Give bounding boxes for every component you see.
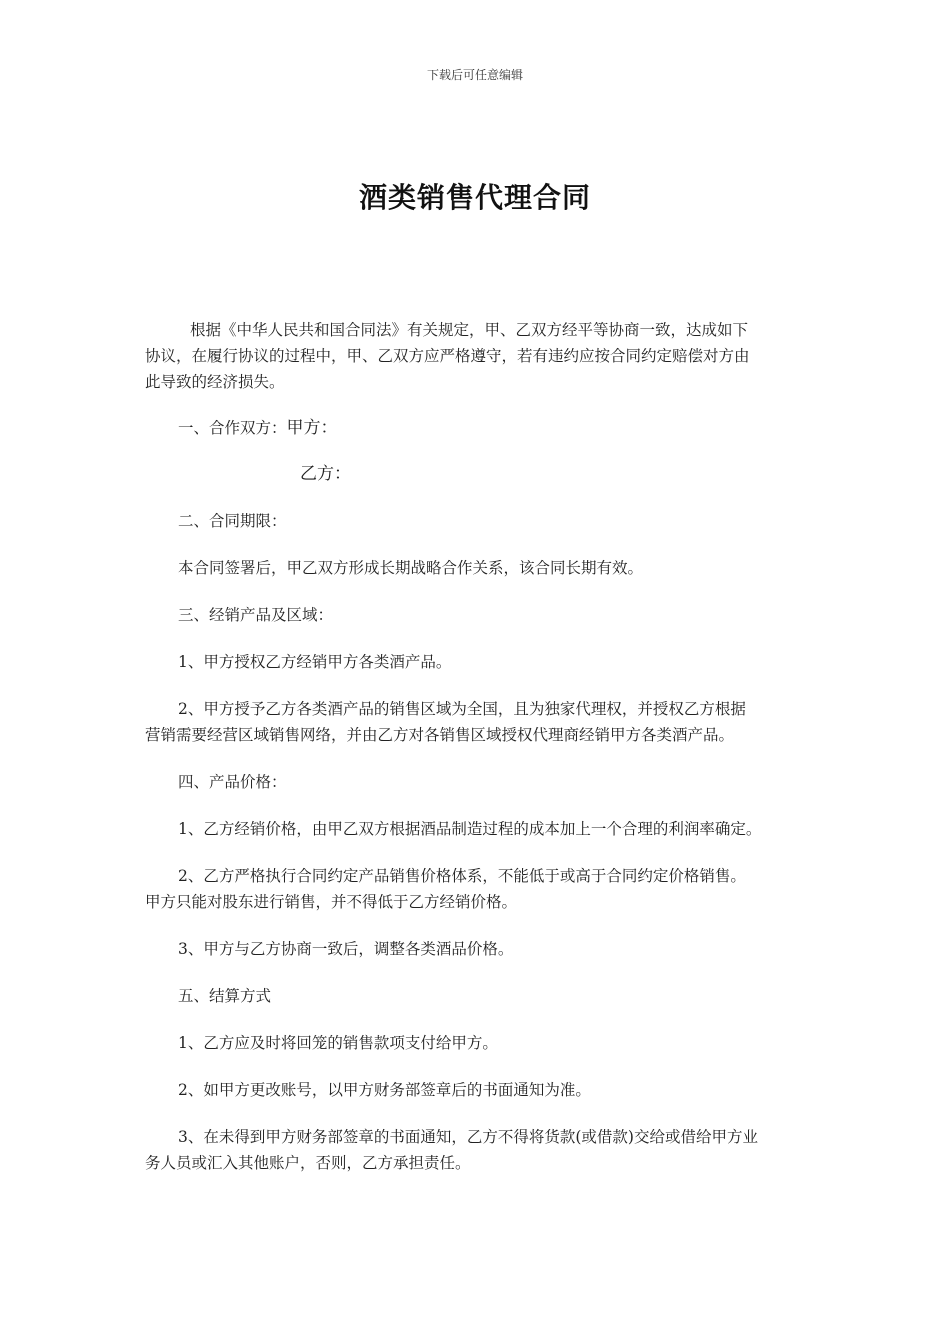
section-4-item-2-line-1: 2、乙方严格执行合同约定产品销售价格体系，不能低于或高于合同约定价格销售。 (178, 867, 746, 885)
party-b-label: 乙方： (300, 464, 351, 484)
section-3-item-2-line-1: 2、甲方授予乙方各类酒产品的销售区域为全国，且为独家代理权，并授权乙方根据 (178, 700, 746, 718)
section-1-heading: 一、合作双方： (178, 419, 287, 437)
section-5-item-3-line-2: 务人员或汇入其他账户，否则，乙方承担责任。 (145, 1154, 471, 1172)
section-4-item-3: 3、甲方与乙方协商一致后，调整各类酒品价格。 (178, 940, 514, 958)
section-3-item-1: 1、甲方授权乙方经销甲方各类酒产品。 (178, 653, 452, 671)
section-5-item-2: 2、如甲方更改账号，以甲方财务部签章后的书面通知为准。 (178, 1081, 591, 1099)
section-5-heading: 五、结算方式 (178, 987, 272, 1005)
section-3-heading: 三、经销产品及区域： (178, 606, 334, 624)
section-2-text: 本合同签署后，甲乙双方形成长期战略合作关系，该合同长期有效。 (178, 559, 644, 577)
section-5-item-3-line-1: 3、在未得到甲方财务部签章的书面通知，乙方不得将货款(或借款)交给或借给甲方业 (178, 1128, 758, 1146)
section-4-item-2-line-2: 甲方只能对股东进行销售，并不得低于乙方经销价格。 (145, 893, 518, 911)
section-4-heading: 四、产品价格： (178, 773, 287, 791)
intro-line-1: 根据《中华人民共和国合同法》有关规定，甲、乙双方经平等协商一致，达成如下 (190, 321, 749, 339)
header-note: 下载后可任意编辑 (426, 68, 523, 82)
section-3-item-2-line-2: 营销需要经营区域销售网络，并由乙方对各销售区域授权代理商经销甲方各类酒产品。 (145, 726, 735, 744)
intro-line-2: 协议，在履行协议的过程中，甲、乙双方应严格遵守，若有违约应按合同约定赔偿对方由 (145, 347, 750, 365)
section-2-heading: 二、合同期限： (178, 512, 287, 530)
party-a-label: 甲方： (286, 418, 338, 438)
document-title: 酒类销售代理合同 (358, 181, 591, 214)
intro-line-3: 此导致的经济损失。 (145, 373, 285, 391)
section-5-item-1: 1、乙方应及时将回笼的销售款项支付给甲方。 (178, 1034, 498, 1052)
section-1-line (178, 415, 338, 441)
section-4-item-1: 1、乙方经销价格，由甲乙双方根据酒品制造过程的成本加上一个合理的利润率确定。 (178, 820, 762, 838)
